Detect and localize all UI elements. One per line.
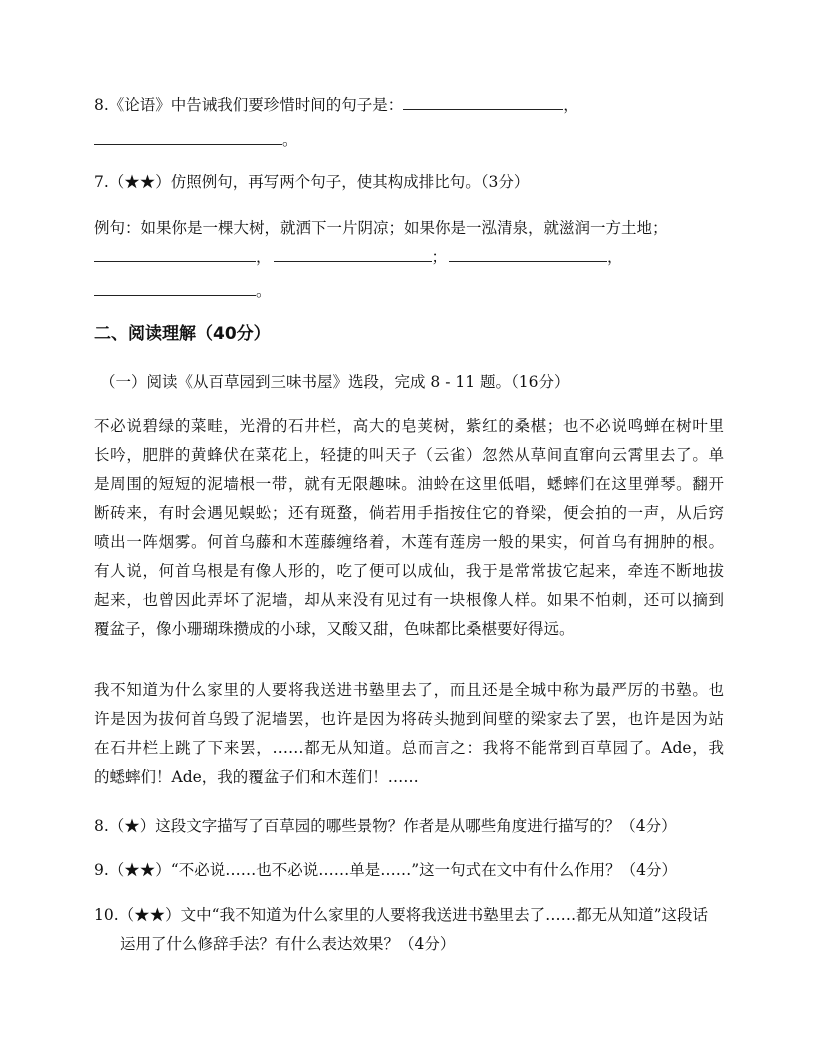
question-7-answer-line2 — [94, 281, 272, 301]
punctuation: ， — [563, 96, 579, 114]
section-subheading: （一）阅读《从百草园到三味书屋》选段，完成 8 - 11 题。（16分） — [100, 373, 570, 391]
passage-line: 覆盆子，像小珊瑚珠攒成的小球，又酸又甜，色味都比桑椹要好得远。 — [94, 620, 575, 638]
answer-blank[interactable] — [94, 281, 256, 296]
question-lunyu-line2 — [94, 130, 298, 150]
punctuation: ， — [607, 248, 623, 266]
question-9: 9.（★★）“不必说……也不必说……单是……”这一句式在文中有什么作用？（4分） — [94, 861, 678, 879]
question-10-line2: 运用了什么修辞手法？有什么表达效果？（4分） — [120, 935, 456, 953]
passage-line: 不必说碧绿的菜畦，光滑的石井栏，高大的皂荚树，紫红的桑椹；也不必说鸣蝉在树叶里 — [94, 417, 724, 435]
question-7-example: 例句：如果你是一棵大树，就洒下一片阴凉；如果你是一泓清泉，就滋润一方土地； — [94, 219, 668, 237]
passage-line: 的蟋蟀们！Ade，我的覆盆子们和木莲们！…… — [94, 768, 419, 786]
punctuation: ； — [431, 248, 448, 266]
answer-blank[interactable] — [274, 247, 432, 262]
question-10-line1: 10.（★★）文中“我不知道为什么家里的人要将我送进书塾里去了……都无从知道”这段话 — [94, 906, 709, 924]
passage-line: 我不知道为什么家里的人要将我送进书塾里去了，而且还是全城中称为最严厉的书塾。也 — [94, 681, 724, 699]
punctuation: 。 — [256, 282, 272, 300]
answer-blank[interactable] — [94, 247, 256, 262]
punctuation: 。 — [282, 131, 298, 149]
question-lunyu-text: 8.《论语》中告诫我们要珍惜时间的句子是： — [94, 96, 404, 114]
passage-line: 是周围的短短的泥墙根一带，就有无限趣味。油蛉在这里低唱，蟋蟀们在这里弹琴。翻开 — [94, 475, 724, 493]
passage-paragraph-1 — [94, 412, 724, 644]
passage-line: 在石井栏上跳了下来罢，……都无从知道。总而言之：我将不能常到百草园了。Ade，我 — [94, 739, 724, 757]
question-8: 8.（★）这段文字描写了百草园的哪些景物？作者是从哪些角度进行描写的？（4分） — [94, 817, 677, 835]
section-heading: 二、阅读理解（40分） — [94, 324, 271, 344]
question-lunyu-line1 — [94, 95, 579, 115]
answer-blank[interactable] — [403, 95, 563, 110]
question-7-prompt: 7.（★★）仿照例句，再写两个句子，使其构成排比句。（3分） — [94, 173, 530, 191]
passage-line: 有人说，何首乌根是有像人形的，吃了便可以成仙，我于是常常拔它起来，牵连不断地拔 — [94, 562, 724, 580]
passage-line: 长吟，肥胖的黄蜂伏在菜花上，轻捷的叫天子（云雀）忽然从草间直窜向云霄里去了。单 — [94, 446, 724, 464]
passage-line: 起来，也曾因此弄坏了泥墙，却从来没有见过有一块根像人样。如果不怕刺，还可以摘到 — [94, 591, 724, 609]
answer-blank[interactable] — [449, 247, 607, 262]
punctuation: ， — [256, 248, 272, 266]
passage-paragraph-2 — [94, 676, 724, 792]
answer-blank[interactable] — [94, 130, 282, 145]
passage-line: 许是因为拔何首乌毁了泥墙罢，也许是因为将砖头抛到间壁的梁家去了罢，也许是因为站 — [94, 710, 724, 728]
passage-line: 喷出一阵烟雾。何首乌藤和木莲藤缠络着，木莲有莲房一般的果实，何首乌有拥肿的根。 — [94, 533, 724, 551]
passage-line: 断砖来，有时会遇见蜈蚣；还有斑蝥，倘若用手指按住它的脊梁，便会拍的一声，从后窍 — [94, 504, 724, 522]
question-7-answer-line1 — [94, 247, 623, 267]
